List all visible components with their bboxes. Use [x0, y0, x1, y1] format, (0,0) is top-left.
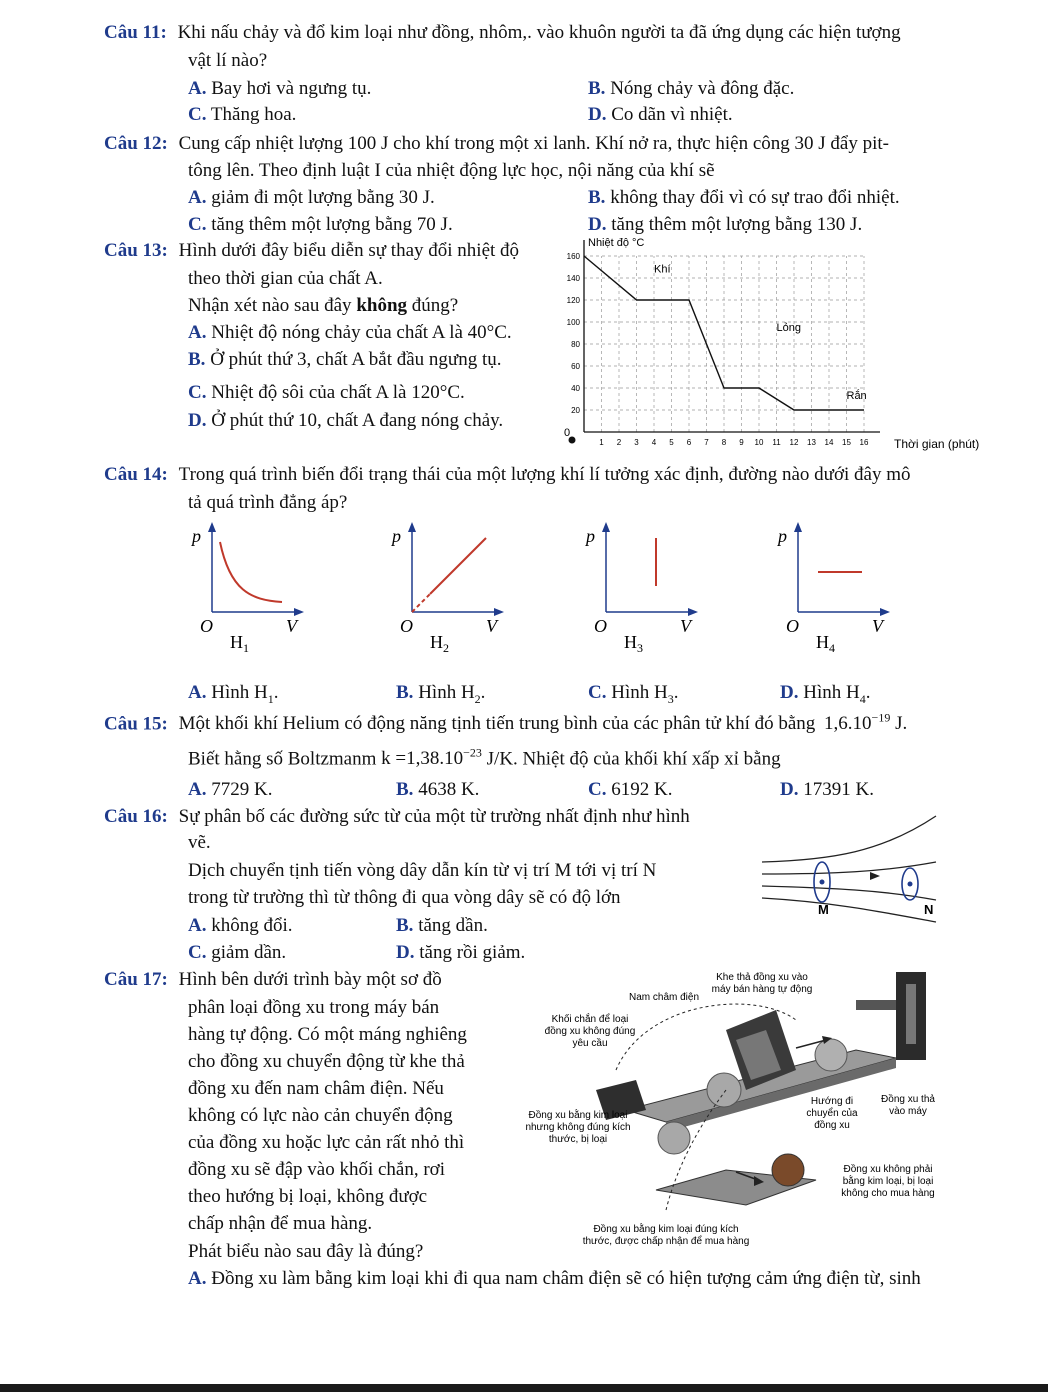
q17-line-3: cho đồng xu chuyển động từ khe thả: [188, 1051, 465, 1072]
q11-option-b[interactable]: B. Nóng chảy và đông đặc.: [588, 78, 795, 99]
q17-line1: [104, 967, 442, 993]
q13-text2: theo thời gian của chất A.: [188, 268, 383, 289]
label-into-2: vào máy: [889, 1106, 927, 1117]
svg-text:H3: [624, 632, 643, 655]
x-tick-label: 3: [634, 438, 639, 447]
q12-option-a[interactable]: A. giảm đi một lượng bằng 30 J.: [188, 187, 435, 208]
h4-axis-v: V: [872, 616, 883, 636]
q11-line1: [104, 20, 901, 46]
q12-label: Câu 12:: [104, 133, 168, 154]
graph-h2: [390, 520, 510, 660]
q12-option-b[interactable]: B. không thay đổi vì có sự trao đổi nhiệt.: [588, 187, 900, 208]
q16-option-a[interactable]: A. không đổi.: [188, 915, 293, 936]
y-tick-label: 100: [566, 318, 580, 327]
q15-label: Câu 15:: [104, 713, 168, 735]
x-tick-label: 15: [842, 438, 851, 447]
label-nonmetal-3: không cho mua hàng: [841, 1188, 935, 1199]
x-tick-label: 12: [789, 438, 799, 447]
h3-sub: 3: [637, 641, 643, 655]
phase-label: Khí: [654, 263, 671, 276]
q13-text1: Hình dưới đây biểu diễn sự thay đổi nhiệt độ: [178, 240, 520, 261]
label-dir-3: đồng xu: [814, 1120, 850, 1131]
x-tick-label: 7: [704, 438, 709, 447]
q14-option-b[interactable]: B. Hình $H_2$.: [396, 682, 486, 706]
q12-text1: Cung cấp nhiệt lượng 100 J cho khí trong một xi lanh. Khí nở ra, thực hiện công 30 J đẩy pit-: [178, 133, 889, 154]
q17-line-2: hàng tự động. Có một máng nghiêng: [188, 1024, 467, 1045]
q17-line-8: theo hướng bị loại, không được: [188, 1186, 428, 1207]
q17-question: Phát biểu nào sau đây là đúng?: [188, 1241, 424, 1262]
q12-line1: [104, 131, 889, 157]
label-block-1: Khối chắn để loại: [551, 1014, 629, 1025]
q14-option-a[interactable]: A. Hình $H_1$.: [188, 682, 279, 706]
q16-text2: vẽ.: [188, 832, 211, 853]
label-wrong-2: nhưng không đúng kích: [525, 1122, 631, 1133]
label-block-3: yêu cầu: [572, 1038, 608, 1049]
q17-line-4: đồng xu đến nam châm điện. Nếu: [188, 1078, 444, 1099]
q16-text1: Sự phân bố các đường sức từ của một từ trường nhất định như hình: [178, 806, 690, 827]
y-tick-label: 0: [564, 427, 571, 439]
label-wrong-3: thước, bị loại: [548, 1134, 608, 1145]
temperature-time-chart: [548, 232, 988, 462]
label-slot-1: Khe thả đồng xu vào: [716, 972, 808, 983]
label-nonmetal-2: bằng kim loại, bị loại: [842, 1176, 934, 1187]
phase-label: Rắn: [846, 390, 867, 402]
q15-option-c[interactable]: C. 6192 K.: [588, 779, 673, 800]
q15-energy: $1,6.10^{-19}$ J.: [824, 711, 908, 735]
q17-line-0: Hình bên dưới trình bày một sơ đồ: [178, 969, 442, 990]
q13-text3: Nhận xét nào sau đây không đúng?: [188, 295, 459, 316]
x-tick-label: 14: [824, 438, 834, 447]
x-tick-label: 9: [739, 438, 744, 447]
h3-axis-p: p: [586, 526, 595, 546]
x-tick-label: 16: [859, 438, 869, 447]
label-ok-1: Đồng xu bằng kim loại đúng kích: [593, 1224, 739, 1235]
q13-label: Câu 13:: [104, 240, 168, 261]
coin-sorter-figure: [496, 960, 948, 1260]
q12-text2: tông lên. Theo định luật I của nhiệt động lực học, nội năng của khí sẽ: [188, 160, 715, 181]
q16-text4: trong từ trường thì từ thông đi qua vòng dây sẽ có độ lớn: [188, 887, 621, 908]
x-tick-label: 8: [721, 438, 727, 447]
y-tick-label: 140: [566, 274, 580, 283]
x-tick-label: 1: [599, 438, 604, 447]
q15-option-a[interactable]: A. 7729 K.: [188, 779, 273, 800]
q12-option-c[interactable]: C. tăng thêm một lượng bằng 70 J.: [188, 214, 453, 235]
q14-option-d[interactable]: D. Hình $H_4$.: [780, 682, 871, 706]
q11-option-c[interactable]: C. Thăng hoa.: [188, 104, 297, 125]
q11-option-a[interactable]: A. Bay hơi và ngưng tụ.: [188, 78, 372, 99]
h3-axis-v: V: [680, 616, 691, 636]
h3-origin: O: [594, 616, 607, 636]
label-magnet: Nam châm điện: [628, 992, 700, 1003]
fig-label-n: N: [924, 902, 934, 917]
q17-option-a[interactable]: A. Đồng xu làm bằng kim loại khi đi qua nam châm điện sẽ có hiện tượng cảm ứng điện từ, sinh: [188, 1268, 921, 1289]
svg-text:H1: [230, 632, 249, 655]
y-tick-label: 20: [571, 406, 580, 415]
q11-text2: vật lí nào?: [188, 50, 268, 71]
h2-origin: O: [400, 616, 413, 636]
q16-label: Câu 16:: [104, 806, 168, 827]
q14-text1: Trong quá trình biến đổi trạng thái của một lượng khí lí tưởng xác định, đường nào dưới đây mô: [178, 464, 911, 485]
q16-line1: [104, 804, 690, 830]
h1-origin: O: [200, 616, 213, 636]
q11-label: Câu 11:: [104, 22, 167, 43]
q14-label: Câu 14:: [104, 464, 168, 485]
y-tick-label: 40: [571, 384, 580, 393]
q11-option-d[interactable]: D. Co dãn vì nhiệt.: [588, 104, 733, 125]
svg-text:H2: [430, 632, 449, 655]
q17-label: Câu 17:: [104, 969, 168, 990]
h4-axis-p: p: [778, 526, 787, 546]
h4-name: H: [816, 632, 829, 652]
y-tick-label: 120: [566, 296, 580, 305]
q15-line1: [104, 710, 907, 737]
x-axis-title: Thời gian (phút): [894, 437, 980, 451]
y-tick-label: 80: [571, 340, 580, 349]
q15-k: $k =1,38.10^{-23}$: [381, 746, 482, 770]
q15-option-d[interactable]: D. 17391 K.: [780, 779, 874, 800]
graph-h4: [776, 520, 896, 660]
h1-name: H: [230, 632, 243, 652]
q17-line-6: của đồng xu hoặc lực cản rất nhỏ thì: [188, 1132, 465, 1153]
q13-line1: [104, 238, 519, 264]
y-tick-label: 60: [571, 362, 580, 371]
x-tick-label: 4: [651, 438, 657, 447]
q15-text2: Biết hằng số Boltzmanm $k =1,38.10^{-23}$ J/K. Nhiệt độ của khối khí xấp xỉ bằng: [188, 746, 781, 770]
x-tick-label: 13: [807, 438, 816, 447]
magnetic-field-figure: [752, 812, 944, 924]
q14-text2: tả quá trình đẳng áp?: [188, 492, 348, 513]
q16-text3: Dịch chuyển tịnh tiến vòng dây dẫn kín từ vị trí M tới vị trí N: [188, 860, 657, 881]
y-tick-label: 160: [566, 252, 580, 261]
label-slot-2: máy bán hàng tự động: [711, 984, 813, 995]
h2-sub: 2: [443, 641, 449, 655]
label-dir-2: chuyển của: [806, 1108, 858, 1119]
graph-h3: [584, 520, 704, 660]
q17-line-1: phân loại đồng xu trong máy bán: [188, 997, 440, 1018]
graph-h1: [190, 520, 310, 660]
q14-line1: [104, 462, 911, 488]
label-into-1: Đồng xu thả: [881, 1094, 935, 1105]
q15-text1: Một khối khí Helium có động năng tịnh tiến trung bình của các phân tử khí đó bằng: [178, 713, 816, 735]
h4-sub: 4: [829, 641, 835, 655]
q16-option-b[interactable]: B. tăng dần.: [396, 915, 488, 936]
x-tick-label: 2: [616, 438, 622, 447]
x-tick-label: 11: [772, 438, 781, 447]
h2-axis-v: V: [486, 616, 497, 636]
svg-text:H4: [816, 632, 835, 655]
label-ok-2: thước, được chấp nhận để mua hàng: [582, 1236, 750, 1247]
q11-text1: Khi nấu chảy và đổ kim loại như đồng, nhôm,. vào khuôn người ta đã ứng dụng các hiện tượng: [177, 22, 901, 43]
h2-name: H: [430, 632, 443, 652]
q16-option-d[interactable]: D. tăng rồi giảm.: [396, 942, 526, 963]
q13-option-a[interactable]: A. Nhiệt độ nóng chảy của chất A là 40°C.: [188, 322, 512, 343]
label-block-2: đồng xu không đúng: [544, 1026, 636, 1037]
q17-line-7: đồng xu sẽ đập vào khối chắn, rơi: [188, 1159, 445, 1180]
q15-option-b[interactable]: B. 4638 K.: [396, 779, 480, 800]
label-nonmetal-1: Đồng xu không phải: [843, 1164, 933, 1175]
q13-option-c[interactable]: C. Nhiệt độ sôi của chất A là 120°C.: [188, 382, 465, 403]
q14-option-c[interactable]: C. Hình $H_3$.: [588, 682, 679, 706]
q13-option-d[interactable]: D. Ở phút thứ 10, chất A đang nóng chảy.: [188, 410, 504, 431]
h1-sub: 1: [243, 641, 249, 655]
x-tick-label: 6: [686, 438, 692, 447]
q16-option-c[interactable]: C. giảm dần.: [188, 942, 287, 963]
h1-axis-v: V: [286, 616, 297, 636]
y-axis-title: Nhiệt độ °C: [588, 237, 645, 249]
x-tick-label: 10: [754, 438, 764, 447]
phase-label: Lỏng: [776, 321, 801, 334]
h1-axis-p: p: [192, 526, 201, 546]
h4-origin: O: [786, 616, 799, 636]
q17-line-9: chấp nhận để mua hàng.: [188, 1213, 373, 1234]
q17-line-5: không có lực nào cản chuyển động: [188, 1105, 453, 1126]
h3-name: H: [624, 632, 637, 652]
fig-label-m: M: [818, 902, 829, 917]
x-tick-label: 5: [669, 438, 674, 447]
q13-option-b[interactable]: B. Ở phút thứ 3, chất A bắt đầu ngưng tụ.: [188, 349, 502, 370]
q12-option-d[interactable]: D. tăng thêm một lượng bằng 130 J.: [588, 214, 863, 235]
label-dir-1: Hướng đi: [810, 1096, 854, 1107]
h2-axis-p: p: [392, 526, 401, 546]
bottom-bar: [0, 1384, 1048, 1392]
label-wrong-1: Đồng xu bằng kim loại: [528, 1110, 628, 1121]
